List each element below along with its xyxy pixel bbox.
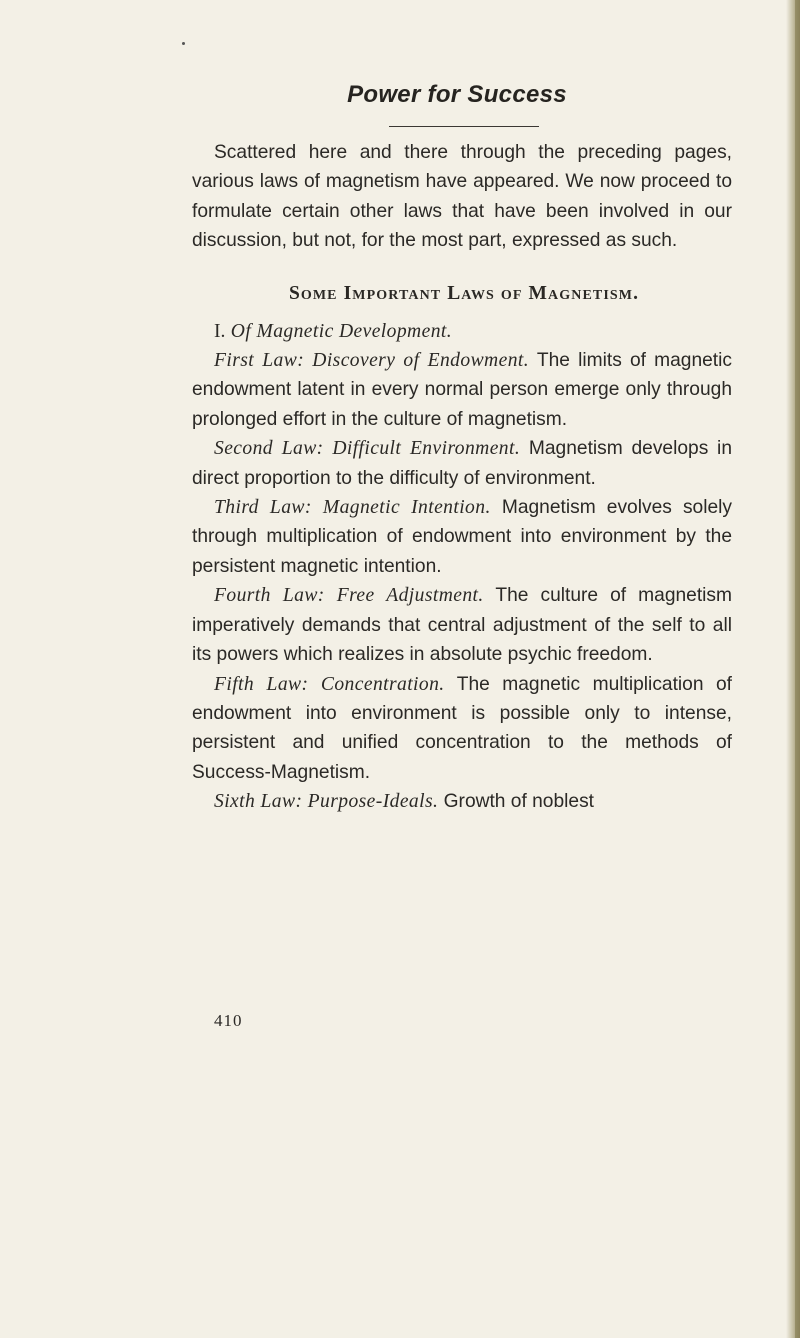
subsection-number: I. bbox=[214, 320, 226, 342]
running-head: Power for Success bbox=[347, 81, 567, 108]
page-number: 410 bbox=[214, 1011, 243, 1030]
speck-mark bbox=[182, 42, 185, 45]
subsection-title: Of Magnetic Development. bbox=[230, 320, 453, 342]
law-title: First Law: Discovery of Endowment. bbox=[214, 350, 530, 372]
law-text: Magnetism evolves solely through multiplication of endowment into environment by the persistent magnetic intention. bbox=[192, 497, 732, 577]
law-text: The limits of magnetic endowment latent in every normal person emerge only through prolonged effort in the culture of magnetism. bbox=[192, 350, 732, 430]
section-heading-text: Some Important Laws of Magnetism. bbox=[288, 282, 640, 304]
law-title: Third Law: Magnetic Intention. bbox=[214, 497, 491, 519]
head-rule bbox=[389, 126, 539, 127]
law-text: Growth of noblest bbox=[443, 791, 595, 813]
law-text: Magnetism develops in direct proportion to the difficulty of environment. bbox=[192, 438, 732, 489]
law-text: The culture of magnetism imperatively demands that central adjustment of the self to all its powers which realizes in absolute psychic freedom. bbox=[192, 585, 733, 666]
law-paragraph bbox=[192, 493, 732, 581]
book-page bbox=[192, 80, 732, 817]
law-title: Sixth Law: Purpose-Ideals. bbox=[214, 791, 439, 813]
law-paragraph bbox=[192, 434, 732, 493]
law-title: Second Law: Difficult Environment. bbox=[214, 438, 521, 460]
law-paragraph bbox=[192, 346, 732, 434]
subsection-heading bbox=[192, 317, 732, 346]
law-text: The magnetic multiplication of endowment into environment is possible only to intense, persistent and unified concentration to the methods of Success-Magnetism. bbox=[192, 673, 733, 783]
law-paragraph bbox=[192, 581, 732, 669]
law-title: Fifth Law: Concentration. bbox=[214, 673, 445, 695]
law-paragraph bbox=[192, 787, 732, 816]
law-title: Fourth Law: Free Adjustment. bbox=[214, 585, 484, 607]
intro-paragraph: Scattered here and there through the preceding pages, various laws of magnetism have appeared. We now proceed to formulate certain other laws that have been involved in our discussion, but not, for the most part, expressed as such. bbox=[192, 142, 732, 252]
binding-edge-line bbox=[795, 0, 800, 1338]
section-heading bbox=[194, 279, 734, 309]
law-paragraph bbox=[192, 670, 732, 788]
